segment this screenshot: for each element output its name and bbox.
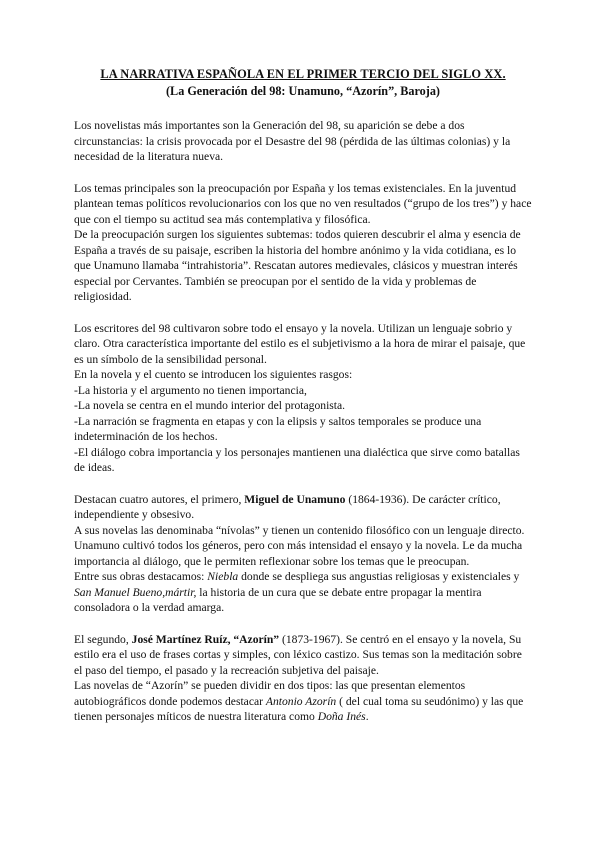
- text-run: donde se despliega sus angustias religiosas y existenciales y: [238, 570, 520, 583]
- paragraph-gap: [74, 165, 532, 181]
- text-run: .: [365, 710, 369, 723]
- document-page: [74, 66, 532, 725]
- paragraph-traits-intro: En la novela y el cuento se introducen los siguientes rasgos:: [74, 368, 353, 381]
- list-item-trait: -El diálogo cobra importancia y los personajes mantienen una dialéctica que sirve como batallas de ideas.: [74, 445, 520, 474]
- author-name-azorin: José Martínez Ruíz, “Azorín”: [131, 632, 280, 646]
- work-title-dona-ines: Doña Inés: [317, 710, 366, 723]
- paragraph-gap: [74, 305, 532, 321]
- text-run: la historia de un cura que se debate entre propagar la mentira consoladora o la verdad amarga.: [74, 585, 482, 614]
- text-run: (1873-1967). Se centró en el ensayo y la novela, Su estilo era el uso de frases cortas y simples, con léxico castizo. Sus temas son la meditación sobre el paso del tiempo, el pasado y la recreación subjetiva del paisaje.: [74, 632, 522, 677]
- paragraph-azorin-novels: [74, 678, 532, 725]
- paragraph-style: Los escritores del 98 cultivaron sobre todo el ensayo y la novela. Utilizan un lenguaje sobrio y claro. Otra característica importante del estilo es el subjetivismo a la hora de mirar el paisaje, que es un símbolo de la sensibilidad personal.: [74, 321, 526, 366]
- text-run: Destacan cuatro autores, el primero,: [74, 492, 245, 506]
- paragraph-unamuno-intro: [74, 492, 532, 523]
- list-item-trait: -La historia y el argumento no tienen importancia,: [74, 383, 307, 397]
- work-title-niebla: Niebla: [207, 570, 239, 583]
- list-item-trait: -La novela se centra en el mundo interior del protagonista.: [74, 399, 346, 412]
- paragraph-subthemes: De la preocupación surgen los siguientes subtemas: todos quieren descubrir el alma y esencia de España a través de su paisaje, escriben la historia del hombre anónimo y la vida cotidiana, es lo que Unamuno llamaba “intrahistoria”. Rescatan autores medievales, clásicos y muestran interés especial por Cervantes. También se preocupan por el sentido de la vida y problemas de religiosidad.: [74, 228, 521, 303]
- document-title: LA NARRATIVA ESPAÑOLA EN EL PRIMER TERCIO DEL SIGLO XX.: [100, 67, 506, 81]
- text-run: Las novelas de “Azorín” se pueden dividir en dos tipos: las que presentan elementos autobiográficos donde podemos destacar: [74, 679, 466, 708]
- work-title-antonio-azorin: Antonio Azorín: [265, 694, 337, 708]
- paragraph-themes: Los temas principales son la preocupación por España y los temas existenciales. En la juventud plantean temas políticos revolucionarios con los que no ven resultados (“grupo de los tres”) y hace que con el tiempo su actitud sea más contemplativa y filosófica.: [74, 181, 532, 226]
- document-subtitle: (La Generación del 98: Unamuno, “Azorín”, Baroja): [166, 84, 440, 98]
- paragraph-azorin-intro: [74, 632, 532, 679]
- author-name-unamuno: Miguel de Unamuno: [244, 492, 346, 506]
- paragraph-gap: [74, 616, 532, 632]
- text-run: (1864-1936). De carácter crítico, independiente y obsesivo.: [74, 492, 501, 521]
- work-title-san-manuel: San Manuel Bueno,mártir,: [74, 585, 197, 599]
- paragraph-intro: Los novelistas más importantes son la Generación del 98, su aparición se debe a dos circunstancias: la crisis provocada por el Desastre del 98 (pérdida de las últimas colonias) y la necesidad de la literatura nueva.: [74, 119, 511, 163]
- paragraph-unamuno-novels: A sus novelas las denominaba “nívolas” y tienen un contenido filosófico con un lenguaje directo. Unamuno cultivó todos los géneros, pero con más intensidad el ensayo y la novela. Le da mucha importancia al diálogo, que le permiten reflexionar sobre los temas que le preocupan.: [74, 523, 525, 568]
- paragraph-gap: [74, 476, 532, 492]
- text-run: El segundo,: [74, 632, 132, 646]
- text-run: ( del cual toma su seudónimo) y las que tienen personajes míticos de nuestra literatura como: [74, 694, 524, 723]
- paragraph-unamuno-works: [74, 569, 532, 616]
- list-item-trait: -La narración se fragmenta en etapas y con la elipsis y saltos temporales se produce una indeterminación de los hechos.: [74, 414, 482, 443]
- text-run: Entre sus obras destacamos:: [74, 570, 208, 583]
